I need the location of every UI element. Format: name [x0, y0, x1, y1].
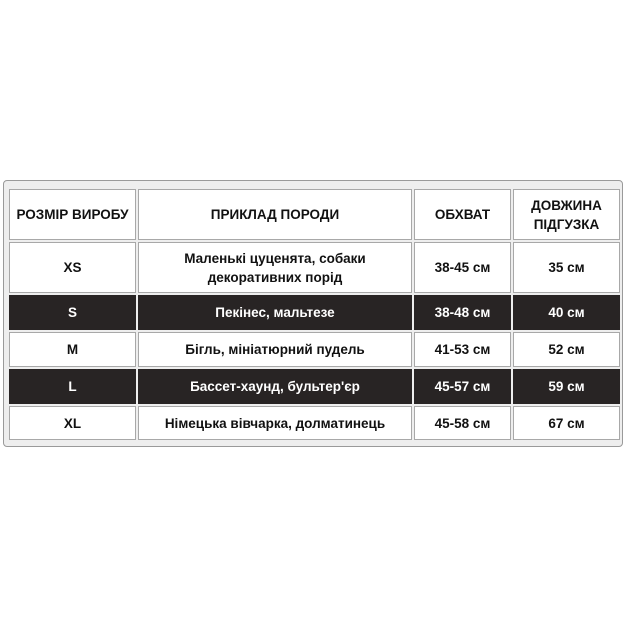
table-row-s-breed	[138, 295, 412, 330]
table-row-l-length	[513, 369, 620, 404]
table-row-l-size	[9, 369, 136, 404]
size-value: S	[67, 305, 77, 320]
breed-value: Німецька вівчарка, долматинець	[164, 415, 386, 431]
size-value: M	[66, 342, 79, 357]
table-row-xl-girth	[414, 406, 511, 440]
length-value: 40 см	[548, 305, 585, 320]
header-size-label: РОЗМІР ВИРОБУ	[16, 207, 129, 222]
size-value: XS	[63, 260, 82, 275]
table-row-s-size	[9, 295, 136, 330]
length-value: 35 см	[548, 260, 585, 275]
girth-value: 41-53 см	[434, 342, 491, 357]
size-value: L	[68, 379, 77, 394]
table-row-l-breed	[138, 369, 412, 404]
header-length	[513, 189, 620, 240]
header-girth-label: ОБХВАТ	[434, 207, 491, 222]
header-girth	[414, 189, 511, 240]
breed-value: Пекінес, мальтезе	[215, 305, 335, 320]
table-row-xs-size	[9, 242, 136, 293]
table-row-m-length	[513, 332, 620, 367]
header-size	[9, 189, 136, 240]
table-row-xl-breed	[138, 406, 412, 440]
table-row-m-girth	[414, 332, 511, 367]
table-row-l-girth	[414, 369, 511, 404]
girth-value: 45-57 см	[434, 379, 491, 394]
breed-value: Маленькі цуценята, собаки декоративних порід	[184, 250, 366, 285]
length-value: 67 см	[548, 415, 585, 431]
length-value: 52 см	[548, 342, 585, 357]
table-row-xl-length	[513, 406, 620, 440]
header-length-label: ДОВЖИНА ПІДГУЗКА	[531, 197, 602, 232]
girth-value: 38-45 см	[434, 260, 491, 275]
table-row-m-size	[9, 332, 136, 367]
breed-value: Бассет-хаунд, бультер'єр	[190, 379, 360, 394]
table-row-xs-length	[513, 242, 620, 293]
header-breed-label: ПРИКЛАД ПОРОДИ	[210, 207, 340, 222]
header-breed	[138, 189, 412, 240]
table-row-xs-girth	[414, 242, 511, 293]
girth-value: 45-58 см	[434, 415, 491, 431]
girth-value: 38-48 см	[434, 305, 491, 320]
table-row-xs-breed	[138, 242, 412, 293]
table-row-m-breed	[138, 332, 412, 367]
length-value: 59 см	[548, 379, 585, 394]
breed-value: Бігль, мініатюрний пудель	[185, 342, 365, 357]
size-value: XL	[63, 415, 82, 431]
table-row-s-length	[513, 295, 620, 330]
table-row-s-girth	[414, 295, 511, 330]
table-row-xl-size	[9, 406, 136, 440]
